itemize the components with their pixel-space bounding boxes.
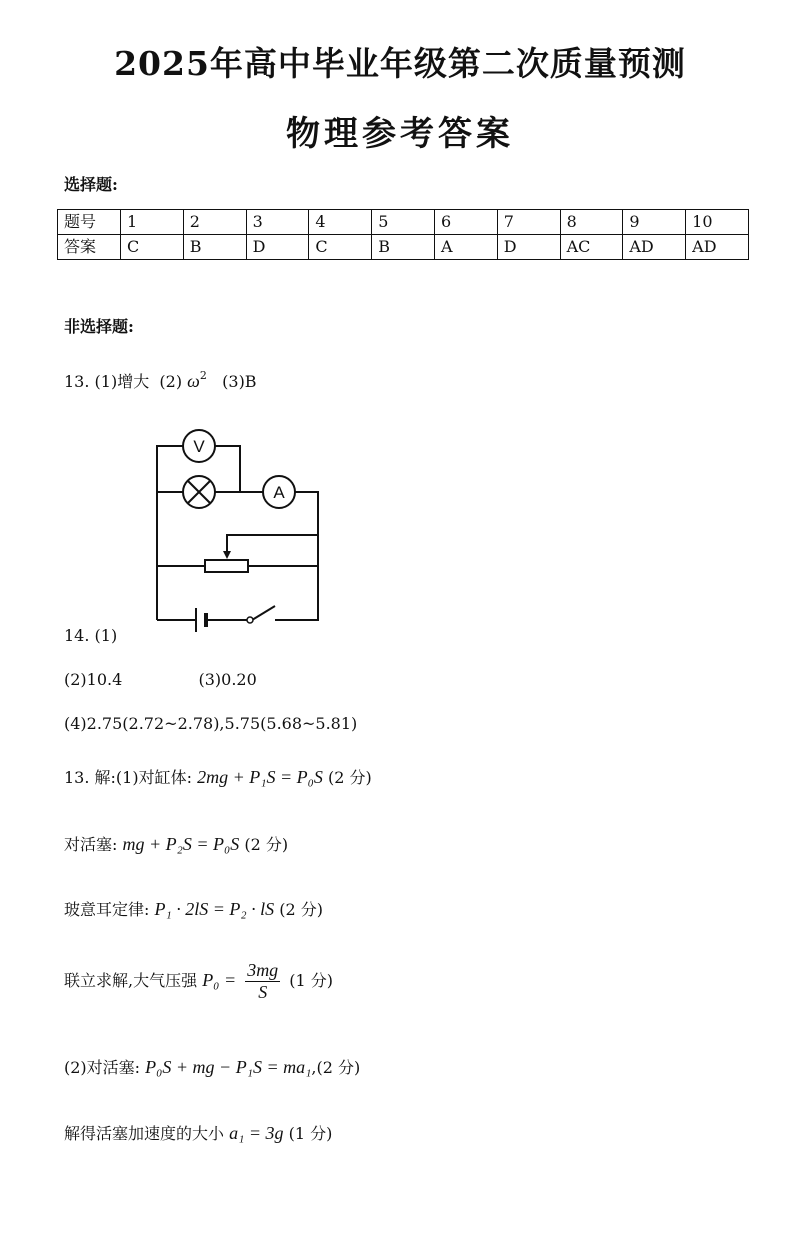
solution-step-4 — [64, 960, 333, 1003]
q14-part1-label: 14. (1) — [64, 626, 118, 645]
solution-step-3 — [64, 897, 323, 920]
question-number: 4 — [309, 210, 372, 235]
question-number: 2 — [183, 210, 246, 235]
choice-heading: 选择题: — [64, 175, 118, 194]
answer-cell: C — [121, 235, 184, 260]
question-number: 8 — [560, 210, 623, 235]
step-6-text: 解得活塞加速度的大小 — [64, 1124, 225, 1143]
step-3-score: (2 分) — [279, 900, 324, 919]
step-6-equation: a₁ = 3g — [229, 1123, 284, 1143]
answer-cell: D — [497, 235, 560, 260]
question-number: 7 — [497, 210, 560, 235]
q14-part4: (4)2.75(2.72~2.78),5.75(5.68~5.81) — [64, 714, 358, 733]
step-4-text: 联立求解,大气压强 — [64, 971, 198, 990]
step-5-score: ,(2 分) — [311, 1058, 361, 1077]
voltmeter-label: V — [193, 437, 205, 456]
exam-title: 2025年高中毕业年级第二次质量预测 — [114, 44, 686, 83]
step-1-text: 13. 解:(1)对缸体: — [64, 768, 192, 787]
fraction-numerator: 3mg — [247, 960, 279, 980]
q14-part2: (2)10.4 — [64, 670, 123, 689]
q13-answer — [64, 369, 257, 392]
q13-part2: (2) — [159, 372, 183, 391]
row-header-question: 题号 — [58, 210, 121, 235]
step-3-equation: P₁ · 2lS = P₂ · lS — [154, 899, 275, 919]
answer-cell: AC — [560, 235, 623, 260]
q13-part1: (1)增大 — [94, 372, 150, 391]
q13-label: 13. — [64, 372, 90, 391]
answer-cell: B — [183, 235, 246, 260]
nonchoice-heading: 非选择题: — [64, 317, 134, 336]
q13-part3: (3)B — [222, 372, 257, 391]
step-2-equation: mg + P₂S = P₀S — [122, 834, 240, 854]
fraction-denominator: S — [258, 982, 268, 1002]
answer-cell: A — [434, 235, 497, 260]
ammeter-label: A — [273, 483, 285, 502]
battery-icon — [196, 608, 206, 632]
step-5-equation: P₀S + mg − P₁S = ma₁ — [145, 1057, 312, 1077]
pressure-fraction — [245, 960, 280, 1003]
step-1-equation: 2mg + P₁S = P₀S — [197, 767, 323, 787]
question-number: 10 — [686, 210, 749, 235]
answer-cell: AD — [686, 235, 749, 260]
step-4-lhs: P₀ = — [202, 970, 237, 990]
row-header-answer: 答案 — [58, 235, 121, 260]
ammeter-icon — [263, 476, 295, 508]
question-number: 5 — [372, 210, 435, 235]
solution-step-5 — [64, 1055, 360, 1078]
answer-cell: D — [246, 235, 309, 260]
solution-step-6 — [64, 1121, 332, 1144]
lamp-icon — [183, 476, 215, 508]
answer-cell: C — [309, 235, 372, 260]
solution-step-2 — [64, 832, 288, 855]
omega-exponent: 2 — [199, 369, 207, 382]
question-number: 6 — [434, 210, 497, 235]
circuit-diagram — [140, 420, 340, 640]
step-4-score: (1 分) — [289, 971, 334, 990]
q14-line2 — [64, 670, 257, 689]
step-1-score: (2 分) — [327, 768, 372, 787]
q14-part3: (3)0.20 — [198, 670, 257, 689]
step-6-score: (1 分) — [288, 1124, 333, 1143]
question-number: 3 — [246, 210, 309, 235]
rheostat-icon — [205, 551, 248, 572]
answer-cell: AD — [623, 235, 686, 260]
switch-icon — [247, 617, 253, 623]
step-5-text: (2)对活塞: — [64, 1058, 141, 1077]
answer-table — [57, 209, 749, 260]
voltmeter-icon — [183, 430, 215, 462]
answer-cell: B — [372, 235, 435, 260]
question-number: 1 — [121, 210, 184, 235]
solution-step-1 — [64, 765, 372, 788]
step-2-score: (2 分) — [244, 835, 289, 854]
question-number: 9 — [623, 210, 686, 235]
step-3-text: 玻意耳定律: — [64, 900, 150, 919]
answer-row — [58, 235, 749, 260]
omega-symbol: ω — [187, 371, 200, 391]
question-number-row — [58, 210, 749, 235]
step-2-text: 对活塞: — [64, 835, 118, 854]
exam-subtitle: 物理参考答案 — [286, 114, 514, 154]
